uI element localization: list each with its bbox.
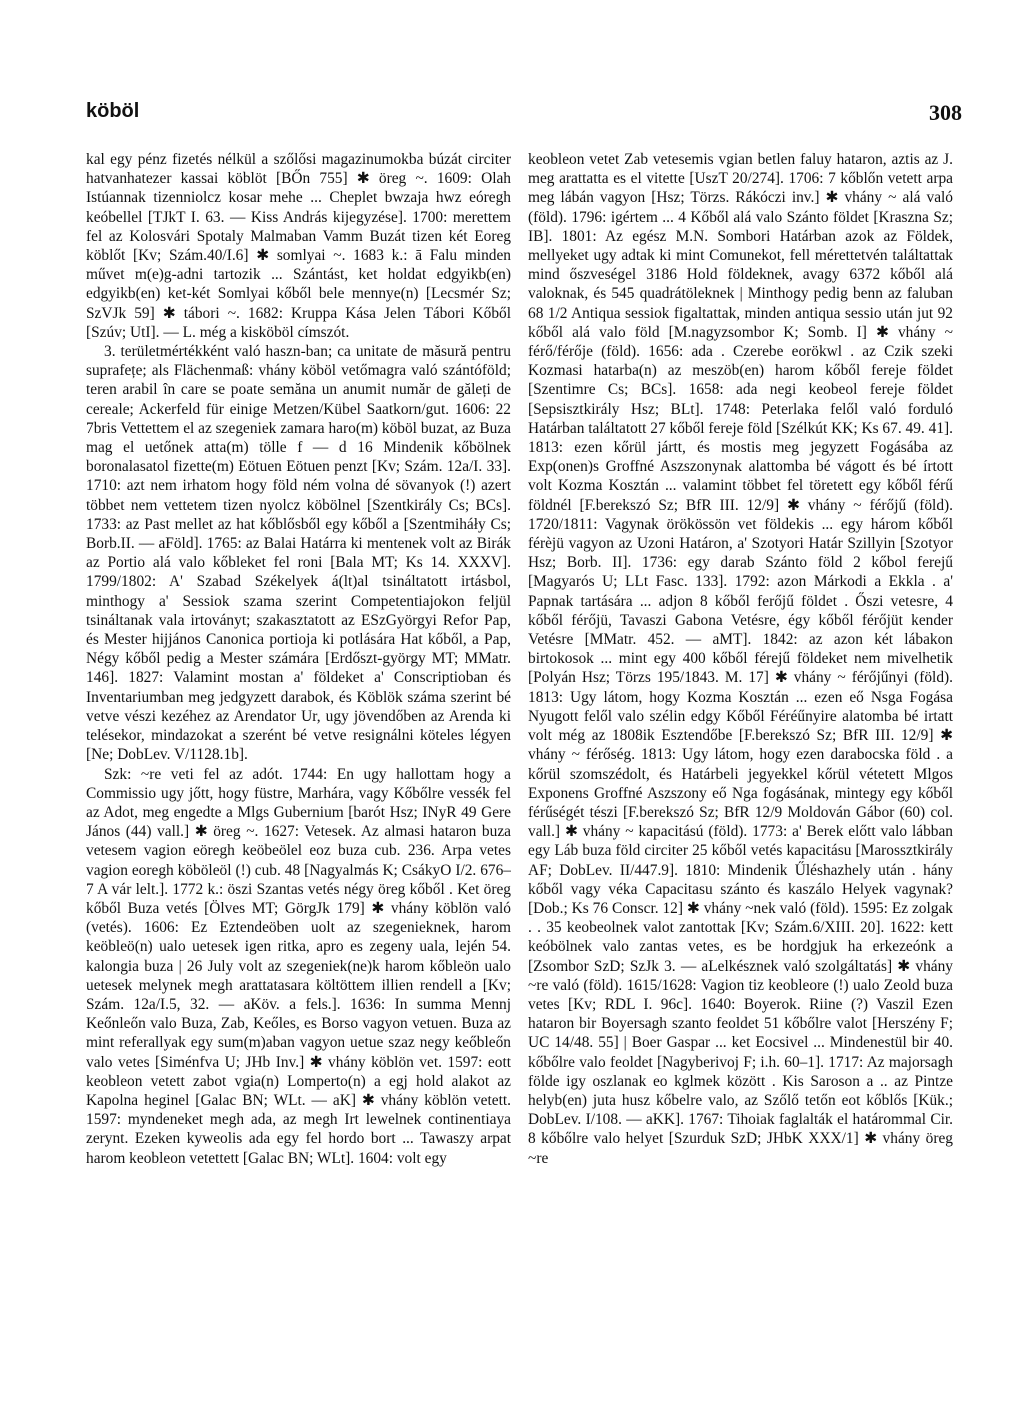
entry-paragraph: Szk: ~re veti fel az adót. 1744: En ugy hallottam hogy a Commissio ugy jőtt, hogy füstre, Marhára, vagy Kőbőlre vessék fel az Adot, meg engedte a Mlgs Gubernium [barót Hsz; INyR 49 Gere János (44) vall.] ✱ öreg ~. 1627: Vetesek. Az almasi hataron buza vetesem vagion eöregh keöbeölel eoz buza cub. 236. Arpa vetes vagion eoregh köböleöl (!) cub. 48 [Nagyalmás K; CsákyO I/2. 676–7 A vár lelt.]. 1772 k.: öszi Szantas vetés négy öreg kőből . Ket öreg kőből Buza vetés [Ölves MT; GörgJk 179] ✱ vhány köblön való (vetés). 1606: Ez Eztendeöben uolt az szegenieknek, harom keöbleö(n) ualo uetesek igen ritka, apro es zegeny uala, lején 54. kalongia buza | 26 July ​volt az szegeniek(ne)k harom kőbleön ualo uetesek melynek megh arattatasara költöttem illien rendell a [Kv; Szám. 12a/I.5, 32. — aKöv. a fels.]. 1636: In summa Mennj Keőnleőn valo Buza, Zab, Keőles, es Borso vagyon vetuen. Buza az mint referallyak egy sum(m)aban vagyon uetue szaz negy keőbleőn valo vetes [Siménfva U; JHb Inv.] ✱ vhány köblön vet. 1597: eott keobleon vetett zabot vgia(n) Lomperto(n) a egj hold alakot az Kapolna heginel [Galac BN; WLt. — aK] ✱ vhány köblön vetett. 1597: myndeneket megh ada, az megh Irt lewelnek continentiaya zerynt. Ezeken kyweolis ada egy fel hordo bort ... Tawaszy arpat harom keobleon vetettett [Galac BN; WLt]. 1604: volt egy xyxy=(86,765,511,1167)
running-headword: köböl xyxy=(86,100,140,122)
right-column xyxy=(528,150,953,1405)
entry-paragraph: keobleon vetet Zab vetesemis vgian betlen faluy hataron, aztis az J. meg arattatta es el vitette [UszT 20/274]. 1706: 7 kőblőn vetett arpa meg lábán vagyon [Hsz; Törzs. Rákóczi inv.] ✱ vhány ~ alá való (föld). 1796: igértem ... 4 Kőből alá valo Szánto földet [Kraszna Sz; IB]. 1801: Az egész M.N. Sombori Határban azok az Földek, mellyeket ugy adtak ki mint Comunekot, fell mérettetvén találtattak mind őszveségel 3186 Hold földeknek, avagy 6372 kőből alá valoknak, és 545 quadrátöleknek | Minthogy pedig benn az faluban 68 1/2 Antiqua sessiok figaltattak, minden antiqua sessio után jut 92 kőből alá valo föld [M.nagyzsombor K; Somb. I] ✱ vhány ~ férő/férője (föld). 1656: ada . Czerebe eorökwl . az Czik szeki Kozmasi hatarba(n) az meszöb(en) harom kőből fereje földet [Szentimre Cs; BCs]. 1658: ada negi keobeol fereje földet [Sepsisztkirály Hsz; BLt]. 1748: Peterlaka felől való forduló Határban találtatott 27 kőből fereje föld [Szélkút KK; Ks 67. 49. 41]. 1813: ezen kőrül jártt, és mostis meg jegyzett Fogásába az Exp(onen)s Groffné Aszszonynak alattomba bé vágott és bé írtott volt Kozma Kosztán ... valamint többet fel töretett egy kőből férű földnél [F.berekszó Sz; BfR III. 12/9] ✱ vhány ~ férőjű (föld). 1720/1811: Vagynak örökössön vet földekis ... egy három kőből férèjü vagyon az Uzoni Határon, a' Szotyori Határ Szillyin [Szotyor Hsz; Borb. II]. 1736: egy darab Szánto föld 2 kőbol ferejű [Magyarós U; LLt Fasc. 133]. 1792: azon Márkodi a Ekkla . a' Papnak tartására ... adjon 8 kőből ferőjű földet . Őszi vetesre, 4 kőből férőjü, Tavaszi Gabona Vetésre, égy kőből férőjüt kender Vetésre [MMatr. 452. — aMT]. 1842: az azon két lábakon birtokosok ... mint egy 400 kőből férejű földeket nem mivelhetik [Polyán Hsz; Törzs 195/1843. M. 17] ✱ vhány ~ férőjűnyi (föld). 1813: Ugy látom, hogy Kozma Kosztán ... ezen eő Nsga Fogása Nyugott felől valo szélin edgy Kőből Féréűnyire alatomba bé irtatt volt még az 1808ik Esztendőbe [F.berekszó Sz; BfR III. 12/9] ✱ vhány ~ férőség. 1813: Ugy látom, hogy ezen darabocska föld . a kőrül szomszédolt, és Határbeli jegyekkel kőrül vétetett Mlgos Exponens Groffné Aszszony eő Nga fogásának, mintegy egy kőből férűségét tészi [F.berekszó Sz; BfR 12/9 Moldován Gábor (60) col. vall.] ✱ vhány ~ kapacitású (föld). 1773: a' Berek előtt valo lábban egy Láb buza föld circiter 25 kőből vetés kapacitásu [Marossztkirály AF; DobLev. II/447.9]. 1810: Mindenik Űléshazhely után . hány kőből vagy véka Capacitasu szánto és kaszálo Helyek vagynak? [Dob.; Ks 76 Conscr. 12] ✱ vhány ~nek való (föld). 1595: Ez zolgak . . 35 keobeolnek valot zantottak [Kv; Szám.6/XIII. 20]. 1622: kett keóbölnek valo zantas vetes, es be hordgjuk ha erkezeónk a [Zsombor SzD; SzJk 3. — aLelkésznek való szolgáltatás] ✱ vhány ~re való (föld). 1615/1628: Vagion tiz keobleore (!) ualo Zeold buza vetes [Kv; RDL I. 96c]. 1640: Boyerok. Riine (?) Vaszil Ezen hataron bir Boyersagh szanto feoldet 51 kőbőlre valot [Herszény F; UC 14/48. 55] | Boer Gaspar ... ket Eocsivel ... Mindenestül bir 40. kőbőlre valo feoldet [Nagyberivoj F; i.h. 60–1]. 1717: Az majorsagh földe igy oszlanak eo kglmek között . Kis Saroson a .. az Pintze helyb(en) juta husz kőbelre valo, az Szőlő tetőn eot kőblős [Kük.; DobLev. I/108. — aKK]. 1767: Tihoiak faglalták el határommal Cir. 8 kőbőlre valo helyet [Szurduk SzD; JHbK XXX/1] ✱ vhány öreg ~re xyxy=(528,151,953,1167)
page-number: 308 xyxy=(929,100,962,125)
left-column xyxy=(86,150,511,1405)
entry-paragraph: kal egy pénz fizetés nélkül a szőlősi magazinumokba búzát circiter hatvanhatezer kassai köblöt [BŐn 755] ✱ öreg ~. 1609: Olah Istúannak tizenniolcz kosar mehe ... Cheplet bwzaja hwz eóregh keóbellel [TJkT I. 63. — Kiss András kijegyzése]. 1700: merettem fel az Kolosvári Spotaly Malmaban Vamm Buzát tizen két Eoreg köblőt [Kv; Szám.40/I.6] ✱ somlyai ~. 1683 k.: ā Falu minden művet m(e)g-adni tartozik ... Szántást, ket holdat edgyikb(en) edgyikb(en) ket-két Somlyai kőből bele mennye(n) [Lecsmér Sz; SzVJk 59] ✱ tábori ~. 1682: Kruppa Kása Jelen Tábori Kőből [Szúv; UtI]. — L. még a kisköböl címszót. xyxy=(86,151,511,341)
entry-paragraph: 3. területmértékként való haszn-ban; ca unitate de măsură pentru suprafețe; als Flächenmaß: vhány köböl vetőmagra való szántóföld; teren arabil în care se poate semăna un anumit număr de găleți de cereale; Ackerfeld für einige Metzen/Kübel Saatkorn/gut. 1606: 22 7bris Vettettem el az szegeniek zamara haro(m) köböl buzat, az Buza mag el uetőnek atta(m) tölle f — d 16 Mindenik kőbölnek boronalasatol fizette(m) Eötuen Eötuen penzt [Kv; Szám. 12a/I. 33]. 1710: azt nem irhatom hogy föld ném volna dé sövanyok (!) azert többet nem vettetem tizen nyolcz köbölnel [Szentkirály Cs; BCs]. 1733: az Past mellet az hat kőblősből egy kőből a [Szentmiháły Cs; Borb.II. — aFöld]. 1765: az Balai Határra ki mentenek volt az Birák az Portio alá valo kőbleket fel roni [Bala MT; Ks 14. XXXV]. 1799/1802: A' Szabad Székelyek á(lt)al tsináltatott irtásbol, minthogy a' Sessiok szama szerint Competentiajokon feljül tsináltanak vala irtoványt; szakasztatott az ESzGyörgyi Refor Pap, és Mester hijjános Canonica portioja ki potlására Hat kőből, a Pap, Négy kőből pedig a Mester számára [Erdőszt-györgy MT; MMatr. 146]. 1827: Valamint mostan a' földeket a' Conscriptioban és Inventariumban meg jedgyzett darabok, és Köblök száma szerint bé vetve vészi kezéhez az Arendator Ur, ugy jövendőben az Arenda ki telésekor, mindazokat a szerént bé vetve resignálni köteles légyen [Ne; DobLev. V/1128.1b]. xyxy=(86,343,511,764)
running-head xyxy=(86,100,962,128)
